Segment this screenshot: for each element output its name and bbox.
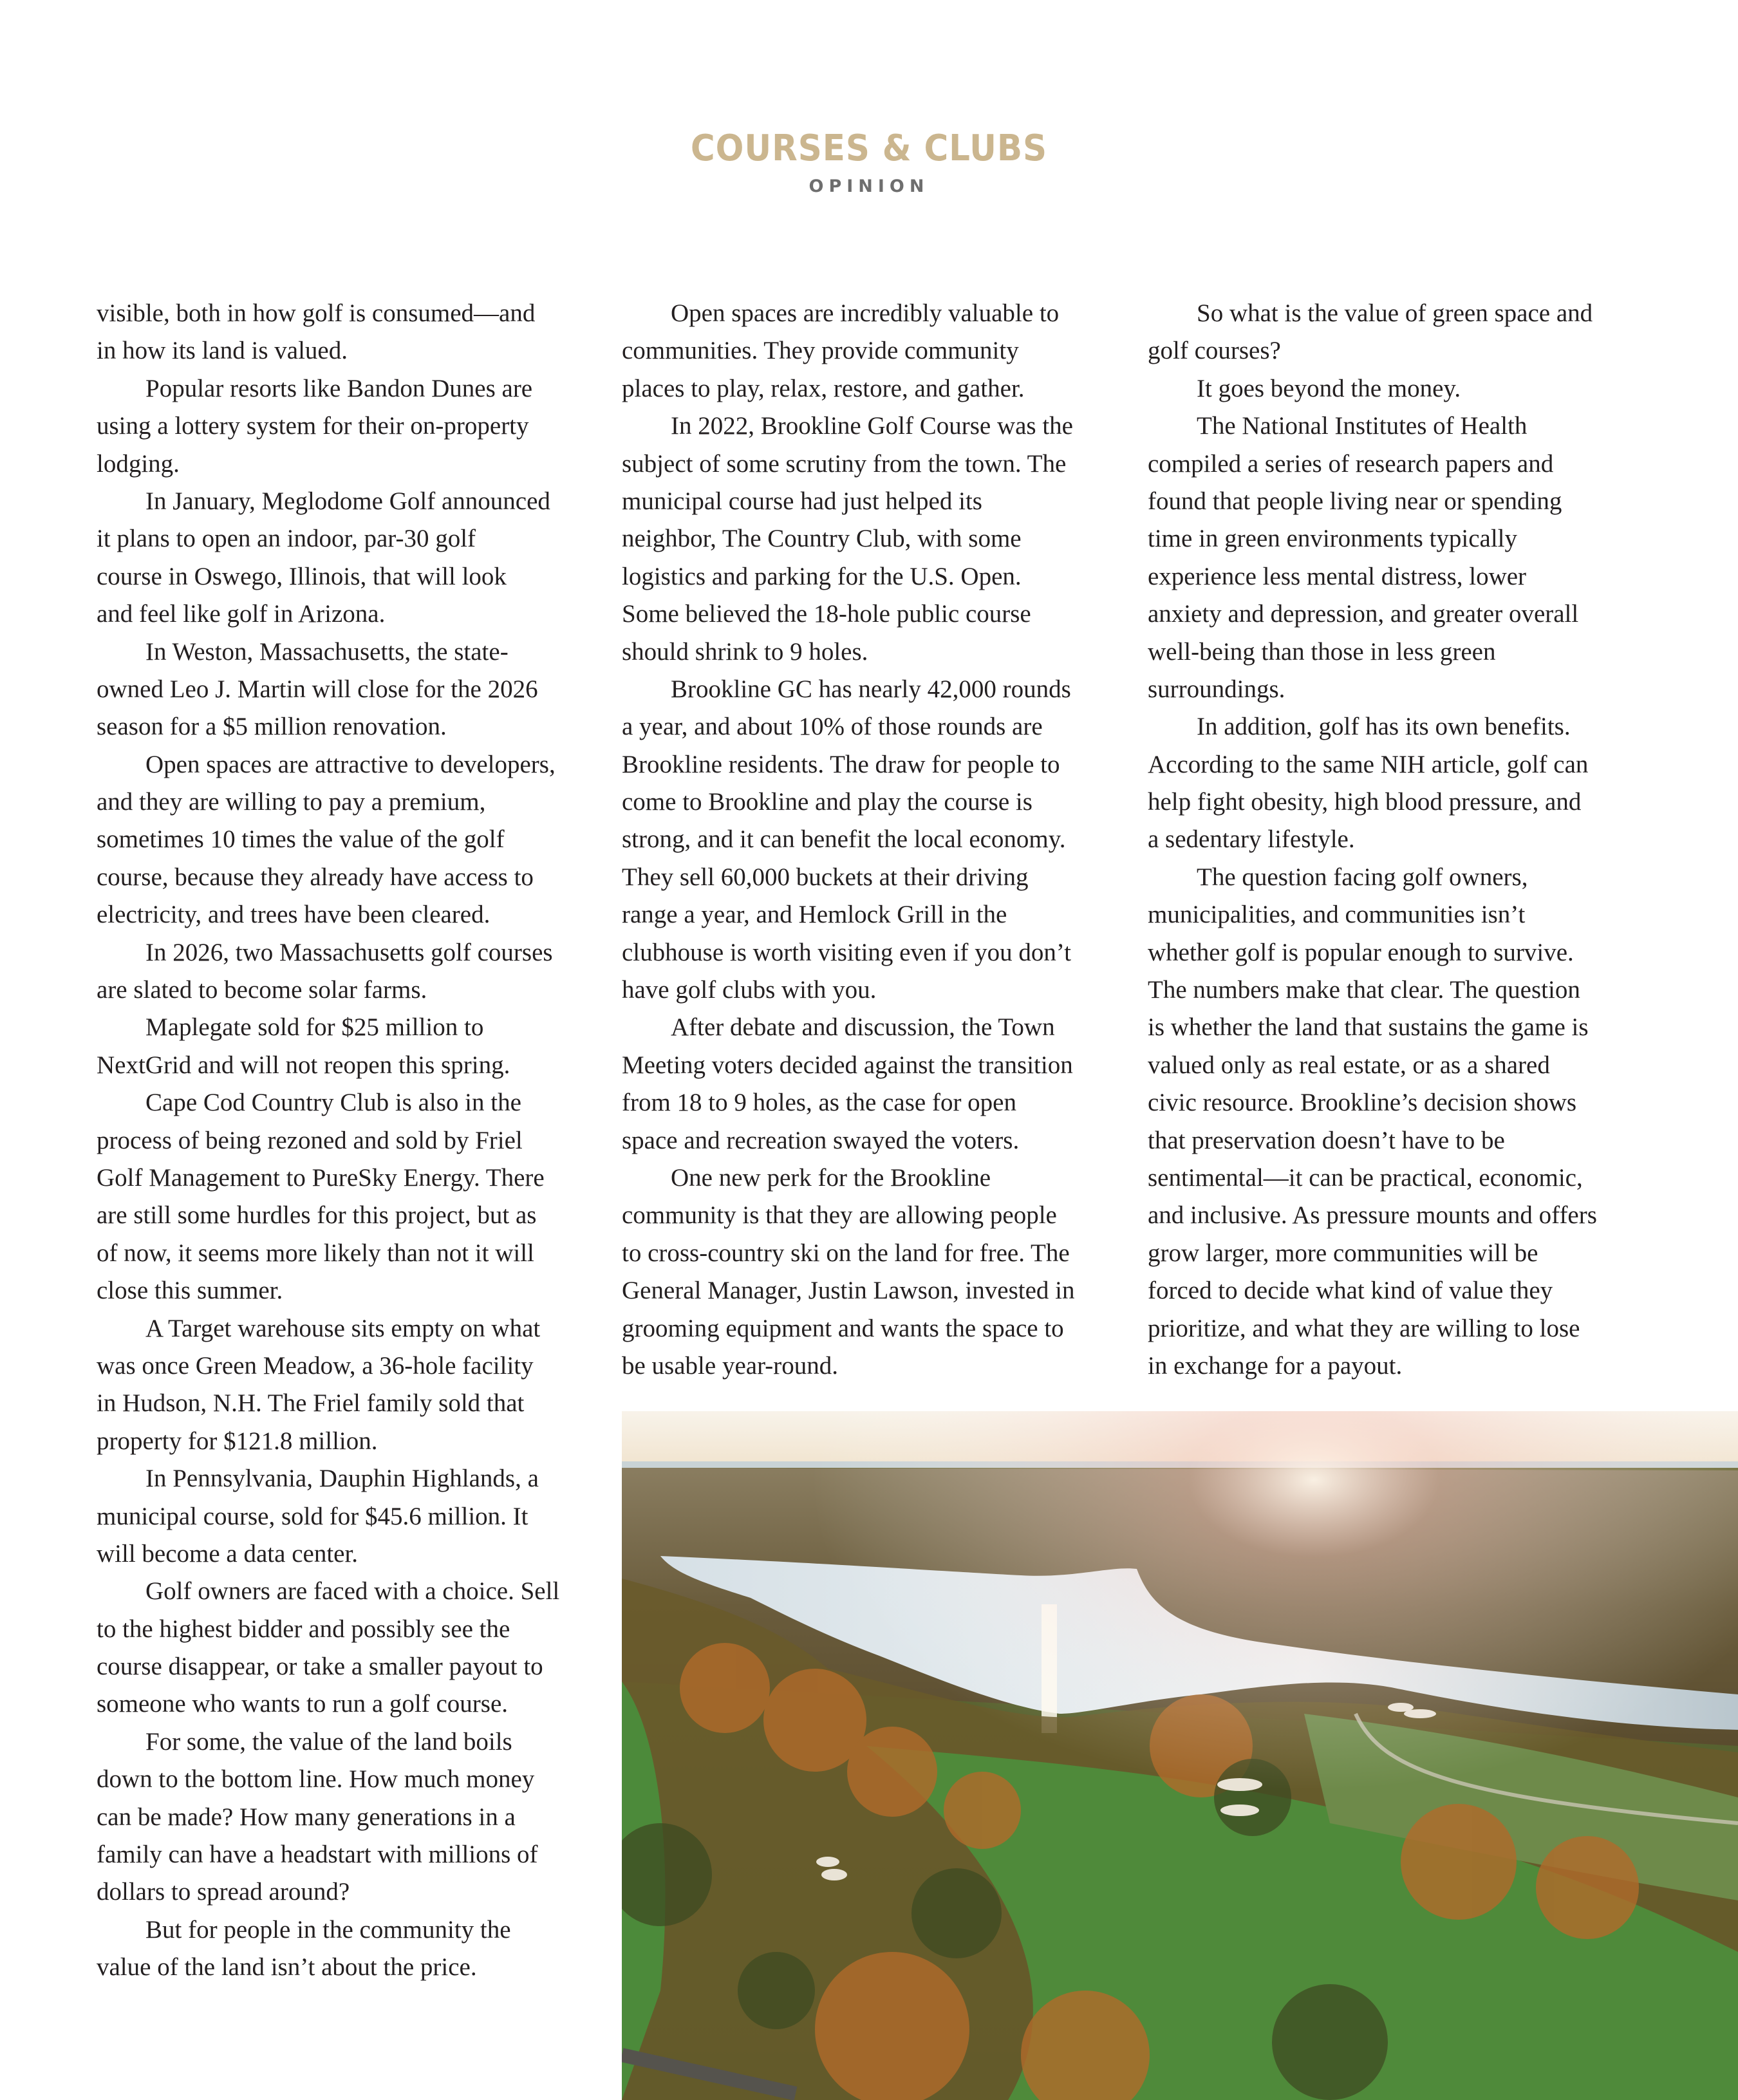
text-line: communities. They provide community (622, 337, 1019, 365)
text-line: visible, both in how golf is consumed—and (97, 299, 536, 327)
text-line: Open spaces are incredibly valuable to (671, 299, 1060, 327)
text-line: electricity, and trees have been cleared. (97, 901, 491, 929)
text-line: surroundings. (1148, 675, 1285, 703)
text-line: A Target warehouse sits empty on what (145, 1314, 541, 1342)
paragraph (97, 746, 605, 934)
text-line: and they are willing to pay a premium, (97, 788, 486, 816)
text-line: golf courses? (1148, 337, 1281, 365)
text-line: Open spaces are attractive to developers, (145, 750, 556, 778)
text-line: Popular resorts like Bandon Dunes are (145, 374, 533, 402)
paragraph (622, 1009, 1130, 1159)
text-line: community is that they are allowing people (622, 1201, 1057, 1230)
paragraph (97, 1084, 605, 1309)
text-line: subject of some scrutiny from the town. The (622, 449, 1067, 478)
paragraph (97, 483, 605, 633)
text-line: be usable year-round. (622, 1351, 838, 1380)
article-column-1 (97, 295, 605, 1987)
paragraph (97, 370, 605, 483)
text-line: are slated to become solar farms. (97, 976, 427, 1004)
text-line: anxiety and depression, and greater overall (1148, 600, 1579, 628)
text-line: a sedentary lifestyle. (1148, 825, 1355, 854)
text-line: forced to decide what kind of value they (1148, 1277, 1553, 1305)
text-line: are still some hurdles for this project, but as (97, 1201, 537, 1230)
paragraph (97, 1310, 605, 1461)
text-line: neighbor, The Country Club, with some (622, 525, 1022, 553)
text-line: Cape Cod Country Club is also in the (145, 1089, 521, 1117)
photo-illustration (622, 1411, 1738, 2100)
text-line: It goes beyond the money. (1197, 374, 1461, 402)
paragraph (622, 1159, 1130, 1385)
article-column-3 (1148, 295, 1656, 1385)
text-line: from 18 to 9 holes, as the case for open (622, 1089, 1016, 1117)
text-line: In 2026, two Massachusetts golf courses (145, 938, 553, 966)
paragraph (97, 1009, 605, 1084)
text-line: is whether the land that sustains the game is (1148, 1013, 1589, 1042)
text-line: The National Institutes of Health (1197, 412, 1528, 440)
text-line: They sell 60,000 buckets at their driving (622, 863, 1029, 891)
text-line: compiled a series of research papers and (1148, 449, 1554, 478)
text-line: The question facing golf owners, (1197, 863, 1528, 891)
text-line: using a lottery system for their on-property (97, 412, 529, 440)
text-line: can be made? How many generations in a (97, 1803, 516, 1831)
text-line: course in Oswego, Illinois, that will look (97, 562, 507, 590)
text-line: down to the bottom line. How much money (97, 1765, 535, 1794)
text-line: Meeting voters decided against the transition (622, 1051, 1073, 1079)
text-line: Brookline residents. The draw for people to (622, 750, 1060, 778)
paragraph (1148, 708, 1656, 859)
text-line: municipal course, sold for $45.6 million. It (97, 1502, 528, 1530)
text-line: in exchange for a payout. (1148, 1351, 1403, 1380)
text-line: In Pennsylvania, Dauphin Highlands, a (145, 1465, 539, 1493)
text-line: dollars to spread around? (97, 1878, 350, 1906)
text-line: So what is the value of green space and (1197, 299, 1593, 327)
text-line: in Hudson, N.H. The Friel family sold that (97, 1389, 525, 1418)
text-line: Maplegate sold for $25 million to (145, 1013, 484, 1042)
section-title: COURSES & CLUBS (690, 127, 1048, 169)
text-line: of now, it seems more likely than not it will (97, 1239, 534, 1267)
text-line: season for a $5 million renovation. (97, 713, 447, 741)
text-line: well-being than those in less green (1148, 637, 1496, 666)
text-line: and inclusive. As pressure mounts and offers (1148, 1201, 1597, 1230)
text-line: a year, and about 10% of those rounds are (622, 713, 1043, 741)
text-line: found that people living near or spending (1148, 487, 1562, 515)
text-line: someone who wants to run a golf course. (97, 1690, 509, 1718)
text-line: value of the land isn’t about the price. (97, 1953, 477, 1982)
article-column-2 (622, 295, 1130, 1385)
text-line: lodging. (97, 449, 180, 478)
text-line: to cross-country ski on the land for free. The (622, 1239, 1070, 1267)
text-line: grooming equipment and wants the space to (622, 1314, 1064, 1342)
text-line: prioritize, and what they are willing to lose (1148, 1314, 1580, 1342)
text-line: process of being rezoned and sold by Friel (97, 1126, 523, 1154)
text-line: strong, and it can benefit the local economy. (622, 825, 1066, 854)
paragraph (1148, 859, 1656, 1385)
text-line: that preservation doesn’t have to be (1148, 1126, 1505, 1154)
text-line: valued only as real estate, or as a shared (1148, 1051, 1550, 1079)
text-line: close this summer. (97, 1277, 283, 1305)
text-line: course, because they already have access to (97, 863, 534, 891)
text-line: time in green environments typically (1148, 525, 1518, 553)
text-line: According to the same NIH article, golf can (1148, 750, 1589, 778)
paragraph (97, 1911, 605, 1987)
text-line: was once Green Meadow, a 36-hole facility (97, 1351, 534, 1380)
text-line: whether golf is popular enough to survive. (1148, 938, 1574, 966)
aerial-golf-course-photo (622, 1411, 1738, 2100)
text-line: After debate and discussion, the Town (671, 1013, 1055, 1042)
section-subtitle: OPINION (808, 176, 930, 196)
text-line: places to play, relax, restore, and gather. (622, 374, 1025, 402)
paragraph (97, 633, 605, 746)
text-line: come to Brookline and play the course is (622, 788, 1033, 816)
text-line: Golf Management to PureSky Energy. There (97, 1163, 545, 1192)
text-line: The numbers make that clear. The question (1148, 976, 1580, 1004)
text-line: municipal course had just helped its (622, 487, 982, 515)
text-line: But for people in the community the (145, 1915, 511, 1944)
text-line: logistics and parking for the U.S. Open. (622, 562, 1022, 590)
text-line: experience less mental distress, lower (1148, 562, 1527, 590)
paragraph (622, 295, 1130, 408)
text-line: grow larger, more communities will be (1148, 1239, 1538, 1267)
paragraph (1148, 408, 1656, 708)
text-line: to the highest bidder and possibly see the (97, 1615, 510, 1643)
text-line: it plans to open an indoor, par-30 golf (97, 525, 476, 553)
text-line: municipalities, and communities isn’t (1148, 901, 1526, 929)
text-line: In Weston, Massachusetts, the state- (145, 637, 509, 666)
paragraph (97, 1573, 605, 1723)
text-line: In addition, golf has its own benefits. (1197, 713, 1571, 741)
paragraph (1148, 370, 1656, 408)
text-line: Brookline GC has nearly 42,000 rounds (671, 675, 1071, 703)
text-line: General Manager, Justin Lawson, invested in (622, 1277, 1075, 1305)
text-line: civic resource. Brookline’s decision shows (1148, 1089, 1577, 1117)
text-line: space and recreation swayed the voters. (622, 1126, 1020, 1154)
paragraph (1148, 295, 1656, 370)
paragraph (97, 934, 605, 1009)
text-line: sentimental—it can be practical, economic, (1148, 1163, 1583, 1192)
text-line: In January, Meglodome Golf announced (145, 487, 550, 515)
text-line: NextGrid and will not reopen this spring. (97, 1051, 510, 1079)
text-line: course disappear, or take a smaller payout to (97, 1653, 543, 1681)
text-line: will become a data center. (97, 1539, 359, 1568)
text-line: range a year, and Hemlock Grill in the (622, 901, 1007, 929)
text-line: sometimes 10 times the value of the golf (97, 825, 505, 854)
paragraph (622, 408, 1130, 671)
paragraph (97, 1723, 605, 1911)
text-line: One new perk for the Brookline (671, 1163, 991, 1192)
text-line: property for $121.8 million. (97, 1427, 378, 1455)
text-line: have golf clubs with you. (622, 976, 877, 1004)
paragraph (97, 1460, 605, 1573)
text-line: For some, the value of the land boils (145, 1727, 512, 1756)
text-line: help fight obesity, high blood pressure, and (1148, 788, 1582, 816)
text-line: Some believed the 18-hole public course (622, 600, 1031, 628)
text-line: In 2022, Brookline Golf Course was the (671, 412, 1073, 440)
paragraph (97, 295, 605, 370)
text-line: Golf owners are faced with a choice. Sell (145, 1577, 560, 1606)
text-line: owned Leo J. Martin will close for the 2026 (97, 675, 538, 703)
paragraph (622, 671, 1130, 1009)
text-line: in how its land is valued. (97, 337, 348, 365)
text-line: should shrink to 9 holes. (622, 637, 868, 666)
text-line: and feel like golf in Arizona. (97, 600, 386, 628)
text-line: clubhouse is worth visiting even if you don’t (622, 938, 1071, 966)
text-line: family can have a headstart with millions of (97, 1841, 538, 1869)
